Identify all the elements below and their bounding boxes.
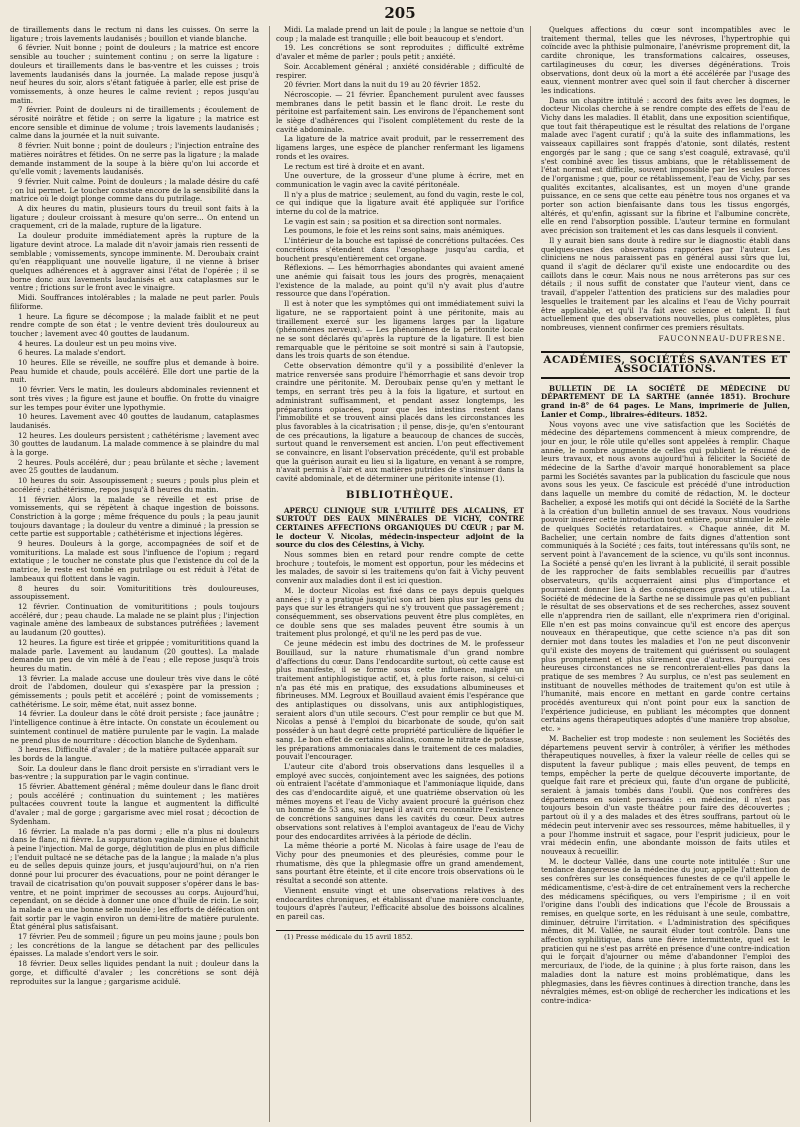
column-right — [541, 26, 790, 1122]
paragraph: Viennent ensuite vingt et une observations relatives à des endocardites chroniques, et établissant d'une manière concluante, toujours d'après l'auteur, l'efficacité absolue des boissons alcalines en pareil cas. — [276, 885, 525, 921]
paragraph: 8 février. Nuit bonne ; point de douleurs ; l'injection entraîne des matières noirâtres et fétides. On ne serre pas la ligature ; la malade demande instamment de la soupe à la bière qu'on lui accorde et qu'elle vomit ; lavements laudanisés. — [10, 141, 259, 177]
page-number: 205 — [384, 4, 416, 22]
footnote: (1) Presse médicale du 15 avril 1852. — [276, 930, 524, 942]
column-middle — [269, 26, 531, 1122]
paragraph: 17 février. Peu de sommeil ; figure un peu moins jaune ; pouls bon ; les concrétions de la langue se détachent par des pellicules épaisses. La malade s'endort vers le soir. — [10, 932, 259, 959]
paragraph: Réflexions. — Les hémorrhagies abondantes qui avaient amené une anémie qui faisait tous les jours des progrès, menaçaient l'existence de la malade, au point qu'il n'y avait plus d'autre ressource que dans l'opération. — [276, 263, 525, 299]
paragraph: APERÇU CLINIQUE SUR L'UTILITÉ DES ALCALINS, ET SURTOUT DES EAUX MINÉRALES DE VICHY, CONTRE CERTAINES AFFECTIONS ORGANIQUES DU CŒUR ; par M. le docteur V. Nicolas, médecin-inspecteur adjoint de la source du clos des Célestins, à Vichy. — [276, 505, 525, 550]
paragraph: 9 février. Nuit calme. Point de douleurs ; la malade désire du café ; on lui permet. Le toucher constate encore de la sensibilité dans la matrice où le doigt plonge comme dans du putrilage. — [10, 176, 259, 204]
paragraph: 10 février. Vers le matin, les douleurs abdominales reviennent et sont très vives ; la figure est jaune et bouffie. On frotte du vinaigre sur les tempes pour éviter une lypothymie. — [10, 385, 259, 412]
paragraph: Nous sommes bien en retard pour rendre compte de cette brochure ; toutefois, le moment est opportun, pour les médecins et les malades, de savoir si les traitemens qu'on fait à Vichy peuvent convenir aux maladies dont il est ici question. — [276, 550, 525, 586]
paragraph: 13 février. La malade accuse une douleur très vive dans le côté droit de l'abdomen, douleur qui s'exaspère par la pression ; gémissements ; pouls petit et accéléré ; point de vomissements ; cathétérisme. Le soir, même état, nuit assez bonne. — [10, 673, 259, 709]
paragraph: Nécroscopie. — 21 février. Épanchement purulent avec fausses membranes dans le petit bassin et le flanc droit. Le reste du péritoine est parfaitement sain. Les environs de l'épanchement sont le siège d'adhérences qui l'isolent complètement du reste de la cavité abdominale. — [276, 89, 525, 134]
paragraph: 1 heure. La figure se décompose ; la malade faiblit et ne peut rendre compte de son état ; le ventre devient très douloureux au toucher ; lavement avec 40 gouttes de laudanum. — [10, 311, 259, 338]
section-heading-bibliotheque: BIBLIOTHÈQUE. — [345, 489, 455, 501]
paragraph: BULLETIN DE LA SOCIÉTÉ DE MÉDECINE DU DÉPARTEMENT DE LA SARTHE (année 1851). Brochure grand in-8° de 64 pages. Le Mans, imprimerie de Julien, Lanier et Comp., libraires-éditeurs. 1852. — [541, 383, 791, 419]
paragraph: 3 heures. Difficulté d'avaler ; de la matière pultacée apparaît sur les bords de la langue. — [10, 745, 259, 763]
paragraph: 7 février. Point de douleurs ni de tiraillements ; écoulement de sérosité noirâtre et fétide ; on serre la ligature ; la matrice est encore sensible et diminue de volume ; trois lavements laudanisés ; calme dans la journée et la nuit suivante. — [10, 105, 259, 141]
paragraph: 9 heures. Douleurs à la gorge, accompagnées de soif et de vomituritions. La malade est sous l'influence de l'opium ; regard extatique ; le toucher ne constate plus que l'existence du col de la matrice, le reste est tombé en putrilage ou est réduit à l'état de lambeaux qui flottent dans le vagin. — [10, 539, 259, 583]
paragraph: 10 heures. Elle se réveille, ne souffre plus et demande à boire. Peau humide et chaude, pouls accéléré. Elle dort une partie de la nuit. — [10, 358, 259, 385]
paragraph: 20 février. Mort dans la nuit du 19 au 20 février 1852. — [284, 80, 481, 90]
paragraph: Dans un chapitre intitulé : accord des faits avec les dogmes, le docteur Nicolas cherche à se rendre compte des effets de l'eau de Vichy dans les maladies. Il établit, dans une exposition scientifique, que tout fait thérapeutique est le résultat des relations de l'organe malade avec l'agent curatif ; qu'à la suite des inflammations, les vaisseaux capillaires sont frappés d'atonie, sont dilatés, restent engorgés par le sang ; que ce sang s'est coagulé, extravasé, qu'il s'est combiné avec les tissus ambians, que le rétablissement de l'état normal est difficile, souvent impossible par les seules forces de l'organisme ; que, pour ce rétablissement, l'eau de Vichy, par ses qualités excitantes, alcalisantes, est un moyen d'une grande puissance, en ce sens que cette eau pénètre tous nos organes et va porter son action bienfaisante dans tous les tissus engorgés, altérés, et qu'enfin, agissant sur la fibrine et l'albumine concrète, elle en rend l'absorption possible. L'auteur termine en formulant avec précision son traitement et les cas dans lesquels il convient. — [541, 95, 791, 236]
paragraph: Le vagin est sain ; sa position et sa direction sont normales. — [284, 216, 502, 226]
paragraph: La même théorie a porté M. Nicolas à faire usage de l'eau de Vichy pour des pneumonies et des pleurésies, comme pour le rhumatisme, dès que la phlegmasie offre un grand amendement, sans pourtant être éteinte, et il cite encore trois observations où le résultat a secondé son attente. — [276, 841, 525, 886]
author-signature: FAUCONNEAU-DUFRESNE. — [658, 333, 787, 343]
paragraph: 6 heures. La malade s'endort. — [18, 348, 126, 358]
paragraph: 18 février. Deux selles liquides pendant la nuit ; douleur dans la gorge, et difficulté d'avaler ; les concrétions se sont déjà reproduites sur la langue ; gargarisme acidulé. — [10, 959, 259, 986]
paragraph: M. le docteur Nicolas est fixé dans ce pays depuis quelques années ; il y a pratiqué jusqu'ici son art bien plus sur les gens du pays que sur les étrangers qui ne s'y trouvent que passagèrement ; conséquemment, ses observations peuvent être plus complètes, en ce double sens que ses malades peuvent être soumis à un traitement plus prolongé, et qu'il ne les perd pas de vue. — [276, 585, 525, 639]
paragraph: Une ouverture, de la grosseur d'une plume à écrire, met en communication le vagin avec la cavité péritonéale. — [276, 171, 525, 189]
paragraph: 10 heures du soir. Assoupissement ; sueurs ; pouls plus plein et accéléré ; cathétérisme, repos jusqu'à 8 heures du matin. — [10, 476, 259, 494]
paragraph: 6 février. Nuit bonne ; point de douleurs ; la matrice est encore sensible au toucher ; suintement continu ; on serre la ligature : douleurs et tiraillements dans le bas-ventre et les cuisses ; trois lavements laudanisés dans la journée. La malade repose jusqu'à neuf heures du soir, alors s'étant fatiguée à parler, elle est prise de vomissements, à onze heures le calme revient ; repos jusqu'au matin. — [10, 43, 259, 105]
paragraph: M. Bachelier est trop modeste : non seulement les Sociétés des départemens peuvent servir à contrôler, à vérifier les méthodes thérapeutiques nouvelles, à fixer la valeur réelle de celles qui se disputent la faveur publique ; mais elles peuvent, de temps en temps, empêcher la perte de quelque découverte importante, de quelque fait rare et précieux qui, faute d'un organe de publicité, seraient à jamais tombés dans l'oubli. Que nos confrères des départemens en soient persuadés : en médecine, il n'est pas toujours besoin d'un vaste théâtre pour faire des découvertes ; partout où il y a des malades et des êtres souffrans, partout où le médecin peut intervenir avec ses ressources, même habituelles, il y a pour l'homme instruit et sagace, pour l'esprit judicieux, pour le vrai médecin enfin, une abondante moisson de faits utiles et nouveaux à recueillir. — [541, 733, 791, 856]
paragraph: La ligature de la matrice avait produit, par le resserrement des ligamens larges, une espèce de plancher renfermant les ligamens ronds et les ovaires. — [276, 134, 525, 161]
paragraph: Ce jeune médecin est imbu des doctrines de M. le professeur Bouillaud, sur la nature rhumatismale d'un grand nombre d'affections du cœur. Dans l'endocardite surtout, où cette cause est plus manifeste, il se forme sous cette influence, malgré un traitement antiphlogistique actif, et, à plus forte raison, si celui-ci n'a pas été mis en pratique, des exsudations albumineuses et fibrineuses. MM. Legroux et Bouillaud avaient émis l'espérance que des antiplastiques ou dissolvans, unis aux antiphlogistiques, seraient alors d'un utile secours. C'est pour remplir ce but que M. Nicolas a pensé à l'emploi du bicarbonate de soude, qu'on sait posséder à un haut degré cette propriété particulière de liquéfier le sang. Le bon effet de certains alcalins, comme le nitrate de potasse, les préparations ammoniacales dans le traitement de ces maladies, pouvait l'encourager. — [276, 639, 525, 762]
paragraph: 19. Les concrétions se sont reproduites ; difficulté extrême d'avaler et même de parler ; pouls petit ; anxiété. — [276, 43, 525, 62]
paragraph: 15 février. Abattement général ; même douleur dans le flanc droit ; pouls accéléré ; continuation du suintement ; les matières pultacées couvrent toute la langue et augmentent la difficulté d'avaler ; mal de gorge ; gargarisme avec miel rosat ; décoction de Sydenham. — [10, 782, 259, 826]
paragraph: 2 heures. Pouls accéléré, dur ; peau brûlante et sèche ; lavement avec 25 gouttes de laudanum. — [10, 457, 259, 476]
paragraph: Cette observation démontre qu'il y a possibilité d'enlever la matrice renversée sans produire l'hémorrhagie et sans devoir trop craindre une péritonite. M. Deroubaix pense qu'en y mettant le temps, en serrant très peu à la fois la ligature, et surtout en administrant suffisamment, et pendant assez longtemps, les préparations opiacées, pour que les intestins restent dans l'immobilité et se trouvent ainsi placés dans les circonstances les plus favorables à la cicatrisation ; il pense, dis-je, qu'en s'entourant de ces précautions, la ligature a beaucoup de chances de succès, surtout quand le renversement est ancien. L'on peut effectivement se convaincre, en lisant l'observation précédente, qu'il est probable que la guérison aurait eu lieu si la ligature, en venant à se rompre, n'avait permis à l'air et aux matières putrides de s'insinuer dans la cavité abdominale, et de déterminer une péritonite intense (1). — [276, 361, 525, 484]
paragraph: 16 février. La malade n'a pas dormi ; elle n'a plus ni douleurs dans le flanc, ni fièvre. La suppuration vaginale diminue et blanchit à peine l'injection. Mal de gorge, déglutition de plus en plus difficile ; l'enduit pultacé ne se détache pas de la langue ; la malade n'a plus eu de selles depuis quinze jours, et jusqu'aujourd'hui, on n'a rien donné pour lui procurer des évacuations, pour ne point déranger le travail de cicatrisation qu'on pouvait supposer s'opérer dans le bas-ventre, et ne point imprimer de secousses au corps. Aujourd'hui, cependant, on se décide à donner une once d'huile de ricin. Le soir, la malade a eu une bonne selle moulée ; les efforts de défécation ont fait sortir par le vagin environ un demi-litre de matière purulente. État général plus satisfaisant. — [10, 826, 259, 932]
paragraph: Il n'y a plus de matrice ; seulement, au fond du vagin, reste le col, ce qui indique que la ligature avait été appliquée sur l'orifice interne du col de la matrice. — [276, 189, 525, 217]
paragraph: Nous voyons avec une vive satisfaction que les Sociétés de médecine des départemens commencent à mieux comprendre, de jour en jour, le rôle utile qu'elles sont appelées à remplir. Chaque année, le nombre augmente de celles qui publient le résumé de leurs travaux, et nous avons aujourd'hui à féliciter la Société de médecine de la Sarthe d'avoir marqué honorablement sa place parmi les Sociétés savantes par la publication du fascicule que nous avons sous les yeux. Ce fascicule est précédé d'une introduction dans laquelle un membre du comité de rédaction, M. le docteur Bachelier, a exposé les motifs qui ont décidé la Société de la Sarthe à la création d'un bulletin annuel de ses travaux. Nous voudrions pouvoir insérer cette introduction tout entière, pour stimuler le zèle de quelques Sociétés retardataires. « Chaque année, dit M. Bachelier, une certain nombre de faits dignes d'attention sont communiqués à la Société ; ces faits, tout intéressans qu'ils sont, ne servent point à l'avancement de la science, vu qu'ils sont inconnus. La Société a pensé qu'en les livrant à la publicité, il serait possible de les rapprocher de faits semblables recueillis par d'autres observateurs, qu'ils acquerraient ainsi plus d'importance et pourraient donner lieu à des conséquences graves et utiles... La Société de médecine de la Sarthe ne se dissimule pas qu'en publiant le résultat de ses observations et de ses recherches, assez souvent elle n'apprendra rien de saillant, elle n'exprimera rien d'original. Elle n'en est pas moins convaincue qu'il est encore des aperçus nouveaux en thérapeutique, que cette science n'a pas dit son dernier mot dans toutes les maladies et l'on ne peut disconvenir qu'il existe des moyens de traitement qui guérissent ou soulagent plus promptement et plus sûrement que d'autres. Pourquoi ces heureuses circonstances ne se rencontreraient-elles pas dans la pratique de ses membres ? Au surplus, ce n'est pas seulement en instituant de nouvelles méthodes de traitement qu'on est utile à l'humanité, mais encore en mettant en garde contre certains procédés aventureux qui n'ont point pour eux la sanction de l'expérience judicieuse, en publiant les mécomptes que donnent certains agens thérapeutiques adoptés d'une manière trop absolue, etc. » — [541, 419, 791, 734]
paragraph: 12 heures. La figure est tirée et grippée ; vomiturititions quand la malade parle. Lavement au laudanum (20 gouttes). La malade demande un peu de vin mêlé à de l'eau ; elle repose jusqu'à trois heures du matin. — [10, 637, 259, 673]
paragraph: Midi. Souffrances intolérables ; la malade ne peut parler. Pouls filiforme. — [10, 293, 259, 311]
paragraph: 11 février. Alors la malade se réveille et est prise de vomissements, qui se répètent à chaque ingestion de boissons. Constriction à la gorge ; même fréquence du pouls ; la peau jaunit toujours davantage ; la douleur du ventre a diminué ; la pression se cette partie est supportable ; cathétérisme et injections légères. — [10, 494, 259, 539]
paragraph: Il y aurait bien sans doute à redire sur le diagnostic établi dans quelques-unes des observations rapportées par l'auteur. Les cliniciens ne nous paraissent pas en général aussi sûrs que lui, quand il s'agit de déclarer qu'il existe une endocardite ou des caillots dans le cœur. Mais nous ne nous arrêterons pas sur ces détails ; il nous suffit de constater que l'auteur vient, dans ce travail, d'appeler l'attention des praticiens sur des maladies pour lesquelles le traitement par les alcalins et l'eau de Vichy pourrait être applicable, et qu'il l'a fait avec science et talent. Il faut actuellement que des observations nouvelles, plus complètes, plus nombreuses, viennent confirmer ces premiers résultats. — [541, 235, 791, 332]
paragraph: de tiraillements dans le rectum ni dans les cuisses. On serre la ligature ; trois lavements laudanisés ; bouillon et viande blanche. — [10, 26, 259, 43]
paragraph: La douleur produite immédiatement après la rupture de la ligature devint atroce. La malade dit n'avoir jamais rien ressenti de semblable ; vomissements, syncope imminente. M. Deroubaix craint qu'en réappliquant une nouvelle ligature, il ne vienne à briser quelques adhérences et à aggraver ainsi l'état de l'opérée ; il se borne donc aux lavements laudanisés et aux cataplasmes sur le ventre ; frictions sur le front avec le vinaigre. — [10, 231, 259, 293]
column-left — [10, 26, 259, 1122]
paragraph: Les poumons, le foie et les reins sont sains, mais anémiques. — [284, 226, 505, 236]
paragraph: Il est à noter que les symptômes qui ont immédiatement suivi la ligature, ne se rapportaient point à une péritonite, mais au tiraillement exercé sur les ligamens larges par la ligature (phénomènes nerveux). — Les phénomènes de la péritonite locale ne se sont déclarés qu'après la rupture de la ligature. Il est bien remarquable que le péritoine se soit montré si sain à l'autopsie, dans les trois quarts de son étendue. — [276, 299, 525, 361]
section-heading-academies: ACADÉMIES, SOCIÉTÉS SAVANTES ET ASSOCIATIONS. — [541, 351, 790, 378]
columns — [10, 26, 790, 1122]
paragraph: L'auteur cite d'abord trois observations dans lesquelles il a employé avec succès, conjointement avec les saignées, des potions où entraient l'acétate d'ammoniaque et l'ammoniaque liquide, dans des cas d'endocardite aiguë, et une quatrième observation où les mêmes moyens et l'eau de Vichy avaient procuré la guérison chez un homme de 53 ans, sur lequel il avait cru reconnaître l'existence de concrétions sanguines dans les cavités du cœur. Deux autres observations sont relatives à l'emploi avantageux de l'eau de Vichy pour des endocardites arrivées à la période de déclin. — [276, 761, 525, 841]
paragraph: Le rectum est tiré à droite et en avant. — [284, 161, 425, 171]
paragraph: L'intérieur de la bouche est tapissé de concrétions pultacées. Ces concrétions s'étendent dans l'œsophage jusqu'au cardia, et bouchent presqu'entièrement cet organe. — [276, 236, 525, 263]
paragraph: 10 heures. Lavement avec 40 gouttes de laudanum, cataplasmes laudanisés. — [10, 412, 259, 430]
paragraph: 4 heures. La douleur est un peu moins vive. — [18, 338, 177, 348]
paragraph: A dix heures du matin, plusieurs tours du treuil sont faits à la ligature ; douleur croissant à mesure qu'on serre... On entend un craquement, cri de la malade, rupture de la ligature. — [10, 204, 259, 231]
paragraph: 12 heures. Les douleurs persistent ; cathétérisme ; lavement avec 30 gouttes de laudanum. La malade commence à se plaindre du mal à la gorge. — [10, 430, 259, 458]
paragraph: Midi. La malade prend un lait de poule ; la langue se nettoie d'un coup ; la malade est tranquille ; elle boit beaucoup et s'endort. — [276, 26, 525, 43]
paragraph: 14 février. La douleur dans le côté droit persiste ; face jaunâtre ; l'intelligence continue à être intacte. On constate un écoulement ou suintement continuel de matière purulente par le vagin. La malade ne prend plus de nourriture : décoction blanche de Sydenham. — [10, 709, 259, 745]
paragraph: Soir. Accablement général ; anxiété considérable ; difficulté de respirer. — [276, 61, 525, 80]
paragraph: 12 février. Continuation de vomiturititions ; pouls toujours accéléré, dur ; peau chaude. La malade ne se plaint plus ; l'injection vaginale amène des lambeaux de substances putréfiées ; lavement au laudanum (20 gouttes). — [10, 602, 259, 638]
paragraph: M. le docteur Vallée, dans une courte note intitulée : Sur une tendance dangereuse de la médecine du jour, appelle l'attention de ses confrères sur les conséquences funestes de ce qu'il appelle le médicamentisme, c'est-à-dire de cet entraînement vers la recherche des médicamens spécifiques, ou vers l'empirisme ; il en voit l'origine dans l'oubli des indications que l'école de Broussais a remises, en quelque sorte, en les réduisant à une seule, combattre, diminuer, détruire l'irritation. « L'administration des spécifiques mêmes, dit M. Vallée, ne saurait éluder tout contrôle. Dans une affection syphilitique, dans une fièvre intermittente, quel est le praticien qui ne s'est pas arrêté en présence d'une contre-indication qui le forçait d'ajourner ou même d'abandonner l'emploi des mercuriaux, de l'iode, de la quinine ; à plus forte raison, dans les maladies dont la nature est moins problématique, dans les phlegmasies, dans les fièvres continues à direction tranche, dans les névralgies mêmes, est-on obligé de rechercher les indications et les contre-indica- — [541, 856, 791, 1005]
paragraph: 8 heures du soir. Vomiturititions très douloureuses, assoupissement. — [10, 583, 259, 602]
paragraph: Quelques affections du cœur sont incompatibles avec le traitement thermal, telles que les névroses, l'hypertrophie qui coïncide avec la phthisie pulmonaire, l'anévrisme proprement dit, la cardite chronique, les transformations calcaires, osseuses, cartilagineuses du cœur, les diverses dégénérations. Trois observations, dont deux où la mort a été accélérée par l'usage des eaux, viennent montrer avec quel soin il faut chercher à discerner les indications. — [541, 26, 791, 95]
paragraph: Soir. La douleur dans le flanc droit persiste en s'irradiant vers le bas-ventre ; la suppuration par le vagin continue. — [10, 763, 259, 782]
